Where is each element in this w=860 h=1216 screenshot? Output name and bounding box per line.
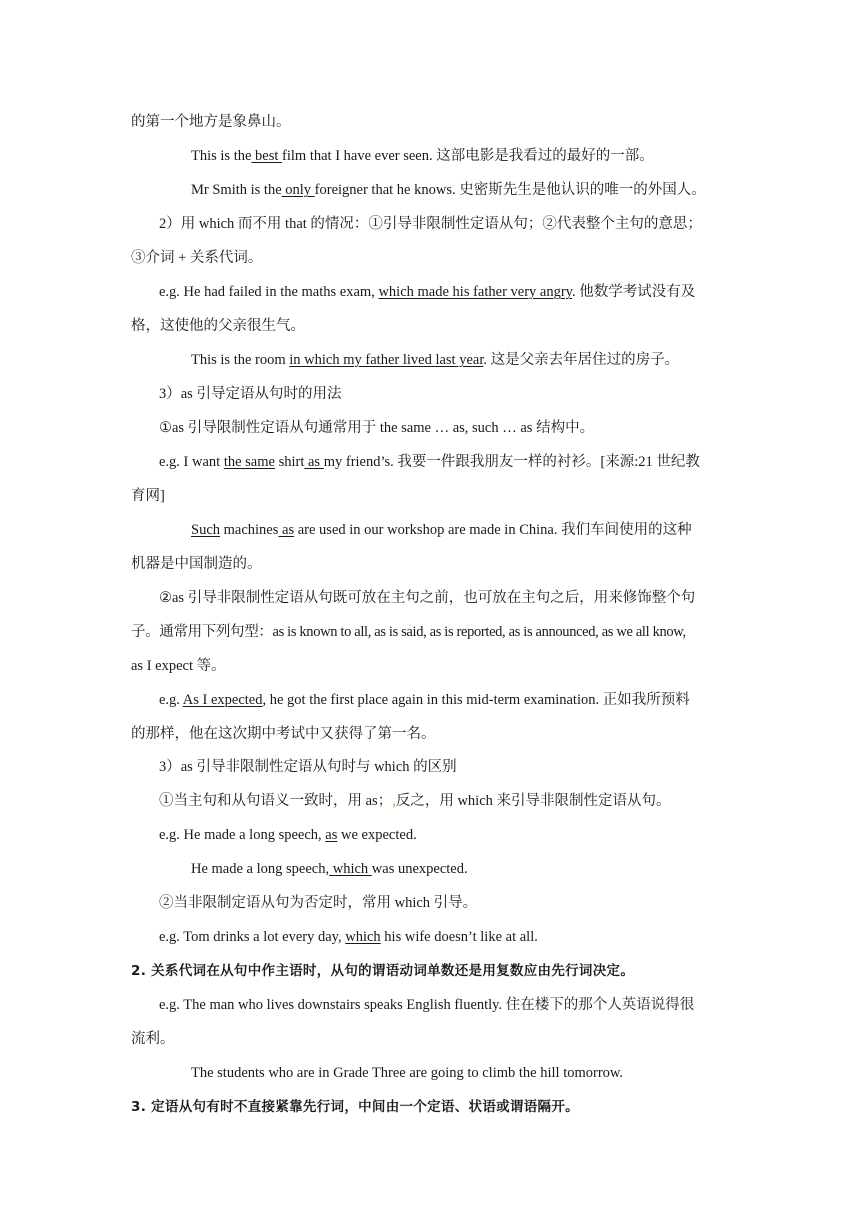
example-sentence bbox=[191, 859, 468, 879]
text-line: 育网] bbox=[131, 488, 165, 504]
text-segment: e.g. He made a long speech, bbox=[159, 827, 326, 843]
underlined-clause: in which my father lived last year bbox=[289, 352, 484, 368]
text-line: 格，这使他的父亲很生气。 bbox=[131, 318, 305, 334]
example-sentence bbox=[159, 825, 417, 845]
example-sentence bbox=[191, 180, 706, 200]
text-line: ③介词 + 关系代词。 bbox=[131, 250, 263, 266]
text-segment: e.g. I want bbox=[159, 454, 224, 470]
text-segment: . 他数学考试没有及 bbox=[571, 284, 696, 300]
text-segment: 反之，用 which 来引导非限制性定语从句。 bbox=[395, 793, 671, 809]
underlined-word: only bbox=[281, 182, 315, 198]
underlined-word: which bbox=[329, 861, 372, 877]
text-line: as I expect 等。 bbox=[131, 658, 226, 674]
text-segment: was unexpected. bbox=[371, 861, 468, 877]
underlined-word: as bbox=[325, 827, 338, 843]
rule-heading: 2）用 which 而不用 that 的情况：①引导非限制性定语从句；②代表整个主句的意思； bbox=[159, 216, 702, 232]
underlined-word: best bbox=[251, 148, 283, 164]
rule-heading: 3）as 引导定语从句时的用法 bbox=[159, 386, 342, 402]
example-sentence bbox=[159, 690, 690, 710]
underlined-clause: which made his father very angry bbox=[378, 284, 572, 300]
text-segment: are used in our workshop are made in China. 我们车间使用的这种 bbox=[294, 522, 692, 538]
text-segment: e.g. He had failed in the maths exam, bbox=[159, 284, 379, 300]
text-segment: . 这是父亲去年居住过的房子。 bbox=[483, 352, 680, 368]
section-heading: 2. 关系代词在从句中作主语时，从句的谓语动词单数还是用复数应由先行词决定。 bbox=[131, 963, 635, 979]
section-heading: 3. 定语从句有时不直接紧靠先行词，中间由一个定语、状语或谓语隔开。 bbox=[131, 1099, 579, 1115]
text-line: 的那样，他在这次期中考试中又获得了第一名。 bbox=[131, 726, 436, 742]
example-sentence: e.g. The man who lives downstairs speaks English fluently. 住在楼下的那个人英语说得很 bbox=[159, 997, 695, 1013]
text-line: 子。通常用下列句型：as is known to all, as is said, as is reported, as is announced, as we all know, bbox=[131, 624, 686, 640]
text-segment: foreigner that he knows. 史密斯先生是他认识的唯一的外国人。 bbox=[314, 182, 706, 198]
underlined-word: as bbox=[304, 454, 324, 470]
text-segment: we expected. bbox=[337, 827, 417, 843]
example-sentence bbox=[159, 452, 700, 472]
underlined-word: which bbox=[345, 929, 381, 945]
text-line: 流利。 bbox=[131, 1031, 175, 1047]
text-segment: , he got the first place again in this mid-term examination. 正如我所预料 bbox=[262, 692, 690, 708]
text-segment: e.g. Tom drinks a lot every day, bbox=[159, 929, 346, 945]
example-sentence: The students who are in Grade Three are going to climb the hill tomorrow. bbox=[191, 1065, 624, 1081]
underlined-word: as bbox=[278, 522, 295, 538]
text-line bbox=[159, 791, 671, 811]
text-line: 的第一个地方是象鼻山。 bbox=[131, 114, 291, 130]
underlined-clause: As I expected bbox=[182, 692, 263, 708]
rule-heading: 3）as 引导非限制性定语从句时与 which 的区别 bbox=[159, 759, 457, 775]
text-line: 机器是中国制造的。 bbox=[131, 556, 262, 572]
example-sentence bbox=[191, 520, 692, 540]
text-segment: e.g. bbox=[159, 692, 183, 708]
text-segment: his wife doesn’t like at all. bbox=[380, 929, 538, 945]
text-line: ②as 引导非限制性定语从句既可放在主句之前，也可放在主句之后，用来修饰整个句 bbox=[159, 590, 696, 606]
example-sentence bbox=[159, 927, 538, 947]
stray-mark: , bbox=[392, 793, 396, 809]
text-segment: Mr Smith is the bbox=[191, 182, 282, 198]
example-sentence bbox=[159, 282, 695, 302]
underlined-word: the same bbox=[223, 454, 275, 470]
text-segment: He made a long speech, bbox=[191, 861, 330, 877]
text-segment: This is the bbox=[191, 148, 252, 164]
text-segment: film that I have ever seen. 这部电影是我看过的最好的一部。 bbox=[282, 148, 654, 164]
text-line: ①as 引导限制性定语从句通常用于 the same … as, such … as 结构中。 bbox=[159, 420, 595, 436]
text-segment: my friend’s. 我要一件跟我朋友一样的衬衫。[来源:21 世纪教 bbox=[323, 454, 700, 470]
underlined-word: Such bbox=[191, 522, 220, 538]
text-segment: ①当主句和从句语义一致时，用 as； bbox=[159, 793, 393, 809]
text-segment: This is the room bbox=[191, 352, 290, 368]
example-sentence bbox=[191, 350, 679, 370]
text-line: ②当非限制定语从句为否定时，常用 which 引导。 bbox=[159, 895, 478, 911]
text-segment: shirt bbox=[274, 454, 305, 470]
text-segment: machines bbox=[220, 522, 279, 538]
example-sentence bbox=[191, 146, 654, 166]
